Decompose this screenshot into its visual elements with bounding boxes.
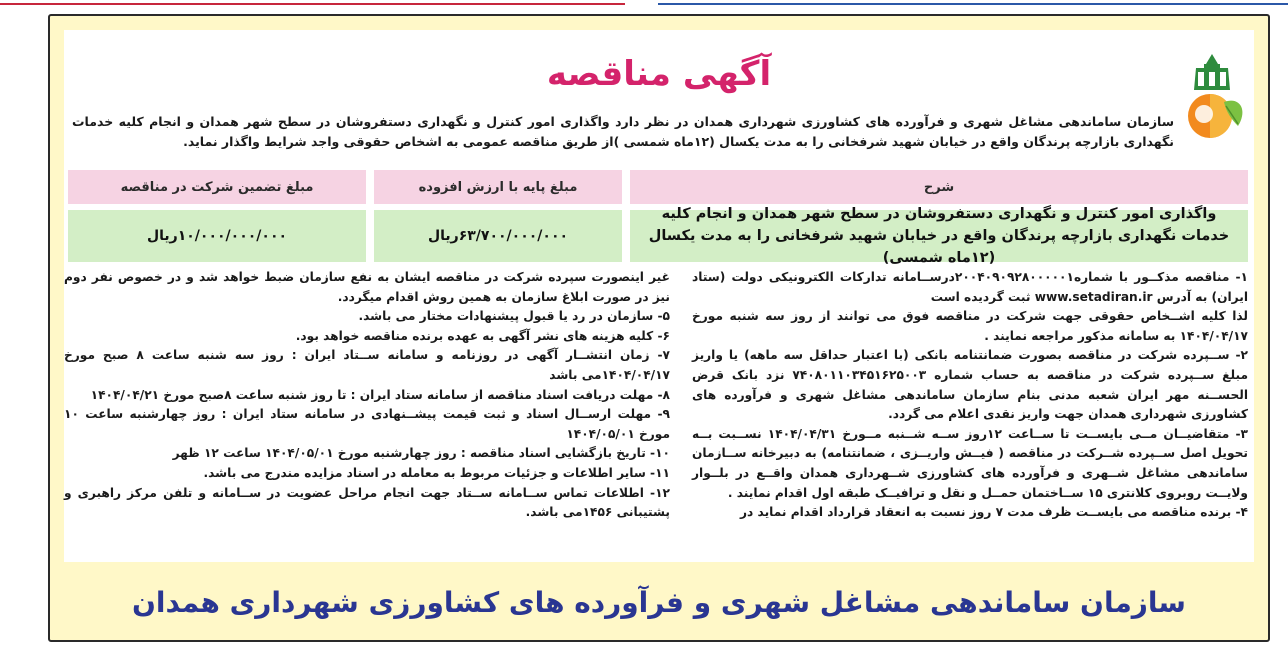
condition-item: ۴- برنده مناقصه می بایســت ظرف مدت ۷ روز نسبت به انعقاد قرارداد اقدام نماید در	[740, 505, 1248, 520]
condition-item: لذا کلیه اشــخاص حقوقی جهت شرکت در مناقصه فوق می توانند از روز سه شنبه مورخ ۱۴۰۴/۰۴/۱۷ به سامانه مذکور مراجعه نمایند .	[692, 309, 1248, 343]
header-guarantee: مبلغ تضمین شرکت در مناقصه	[68, 170, 366, 204]
condition-item: ۱۲- اطلاعات تماس ســامانه ســتاد جهت انجام مراحل عضویت در ســامانه و تلفن مرکز راهبری و پشتیبانی ۱۴۵۶می باشد.	[64, 485, 670, 520]
organization-footer: سازمان ساماندهی مشاغل شهری و فرآورده های کشاورزی شهرداری همدان	[132, 585, 1186, 619]
conditions-column-left	[64, 268, 670, 523]
condition-item: ۱۱- سایر اطلاعات و جزئیات مربوط به معامله در اسناد مزایده مندرج می باشد.	[203, 465, 670, 480]
condition-item: ۹- مهلت ارســال اسناد و ثبت قیمت پیشــنهادی در سامانه ستاد ایران : روز چهارشنبه ساعت ۱۰ مورخ ۱۴۰۴/۰۵/۰۱	[64, 407, 670, 441]
cell-guarantee: ۱۰/۰۰۰/۰۰۰/۰۰۰ریال	[68, 210, 366, 262]
condition-item: ۱۰- تاریخ بازگشایی اسناد مناقصه : روز چهارشنبه مورخ ۱۴۰۴/۰۵/۰۱ ساعت ۱۲ ظهر	[172, 446, 670, 461]
intro-paragraph: سازمان ساماندهی مشاغل شهری و فرآورده های کشاورزی شهرداری همدان در نظر دارد واگذاری امور کنترل و نگهداری دستفروشان در سطح شهر همدان و انجام کلیه خدمات نگهداری بازارچه پرندگان واقع در خیابان شهید شرفخانی را به مدت یکسال (۱۲ماه شمسی )از طریق مناقصه عمومی به اشخاص حقوقی واجد شرایط واگذار نماید.	[72, 114, 1174, 149]
top-bar-blue-segment	[658, 3, 1288, 5]
condition-item: غیر اینصورت سپرده شرکت در مناقصه ایشان به نفع سازمان ضبط خواهد شد و در خصوص نفر دوم نیز در صورت ابلاغ سازمان به همین روش اقدام میگردد.	[64, 270, 670, 304]
cell-base-amount: ۶۳/۷۰۰/۰۰۰/۰۰۰ریال	[374, 210, 622, 262]
top-color-bar	[0, 0, 1288, 10]
tender-notice	[48, 14, 1270, 642]
top-bar-red-segment	[0, 3, 625, 5]
condition-item: ۵- سازمان در رد یا قبول پیشنهادات مختار می باشد.	[358, 309, 670, 324]
condition-item: ۱- مناقصه مذکــور با شماره۲۰۰۴۰۹۰۹۲۸۰۰۰۰۰۱درســامانه تدارکات الکترونیکی دولت (ستاد ایران) به آدرس www.setadiran.ir ثبت گردیده است	[692, 270, 1248, 304]
condition-item: ۶- کلیه هزینه های نشر آگهی به عهده برنده مناقصه خواهد بود.	[295, 328, 670, 343]
condition-item: ۲- ســپرده شرکت در مناقصه بصورت ضمانتنامه بانکی (با اعتبار حداقل سه ماهه) یا واریز مبلغ ســپرده شرکت در مناقصه به حساب شماره ۷۴۰۸۰۱۱۰۳۴۵۱۶۲۵۰۰۳ نزد بانک قرض الحســنه مهر ایران شعبه مدنی بنام سازمان ساماندهی مشاغل شهری و فرآورده های کشاورزی شهرداری همدان جهت واریز نقدی اعلام می گردد.	[692, 348, 1248, 422]
condition-item: ۷- زمان انتشــار آگهی در روزنامه و سامانه ســتاد ایران : روز سه شنبه ساعت ۸ صبح مورخ ۱۴۰۴/۰۴/۱۷می باشد	[64, 348, 670, 382]
header-description: شرح	[630, 170, 1248, 204]
tender-table	[64, 170, 1254, 266]
header-base-amount: مبلغ پایه با ارزش افزوده	[374, 170, 622, 204]
notice-body	[64, 30, 1254, 562]
cell-description: واگذاری امور کنترل و نگهداری دستفروشان در سطح شهر همدان و انجام کلیه خدمات نگهداری بازارچه پرندگان واقع در خیابان شهید شرفخانی را به مدت یکسال (۱۲ماه شمسی)	[630, 210, 1248, 262]
conditions-column-right	[692, 268, 1248, 523]
condition-item: ۸- مهلت دریافت اسناد مناقصه از سامانه ستاد ایران : تا روز شنبه ساعت ۸صبح مورخ ۱۴۰۴/۰۴/۲۱	[90, 387, 670, 402]
condition-item: ۳- متقاضیــان مــی بایســت تا ســاعت ۱۲روز ســه شــنبه مــورخ ۱۴۰۴/۰۴/۳۱ نســبت بــه تحویل اصل ســپرده شــرکت در مناقصه ( فیــش واریــزی ، ضمانتنامه) به دبیرخانه ســازمان ساماندهی مشاغل شــهری و فرآورده های کشاورزی شــهرداری همدان واقــع در بلــوار ولایــت روبروی کلانتری ۱۵ ســاختمان حمــل و نقل و ترافیــک طبقه اول اقدام نمایند .	[692, 426, 1248, 500]
page-title: آگهی مناقصه	[546, 54, 772, 94]
